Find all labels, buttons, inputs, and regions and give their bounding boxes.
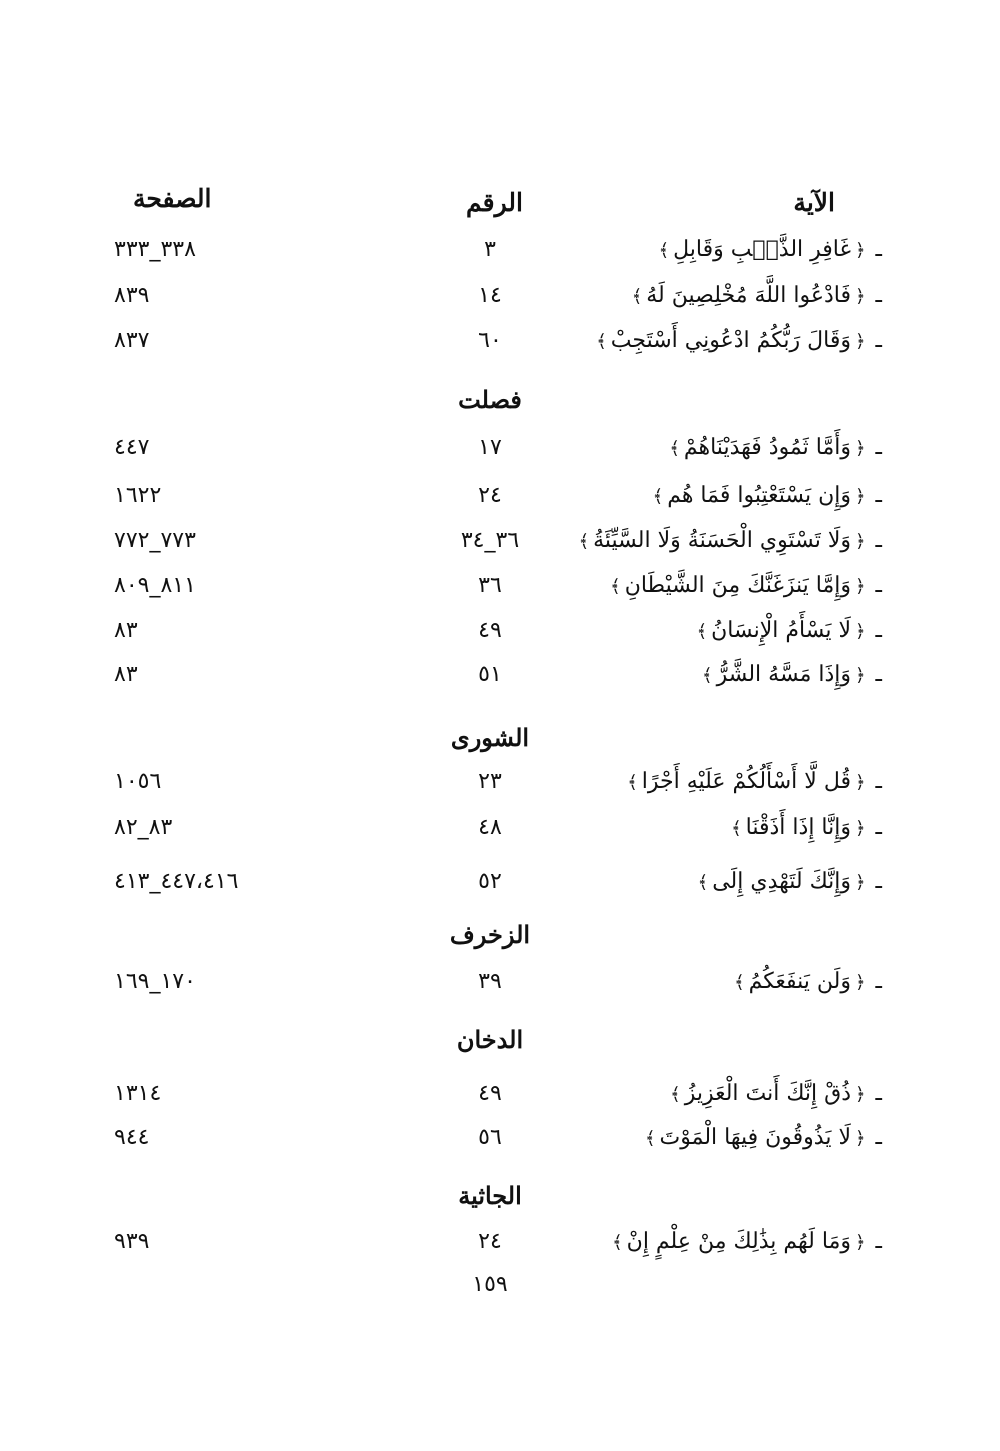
verse-text: لَا يَذُوقُونَ فِيهَا الْمَوْتَ	[659, 1125, 851, 1150]
verse-number: ١٤	[478, 283, 502, 308]
verse-number: ٣	[484, 237, 496, 262]
surah-title: الزخرف	[449, 920, 531, 949]
verse-text: ذُقْ إِنَّكَ أَنتَ الْعَزِيزُ	[684, 1081, 851, 1106]
verse-cell	[655, 230, 882, 271]
verse-number: ٤٩	[478, 1081, 502, 1106]
close-bracket-icon: ﴾	[702, 665, 713, 686]
verse-number: ٥٢	[478, 869, 502, 894]
page-reference: ٧٧٣_٧٧٢	[114, 528, 196, 553]
table-row	[0, 230, 1000, 270]
open-bracket-icon: ﴿	[855, 576, 866, 597]
verse-cell	[665, 428, 882, 469]
verse-cell	[698, 655, 882, 696]
page-reference: ٩٤٤	[114, 1125, 150, 1150]
close-bracket-icon: ﴾	[644, 1128, 656, 1149]
verse-number: ٦٠	[478, 328, 502, 353]
open-bracket-icon: ﴿	[855, 872, 866, 893]
table-row	[0, 655, 1000, 695]
close-bracket-icon: ﴾	[610, 576, 621, 597]
verse-number: ٣٩	[478, 969, 502, 994]
open-bracket-icon: ﴿	[855, 972, 866, 993]
open-bracket-icon: ﴿	[855, 1084, 866, 1105]
header-number: الرقم	[466, 188, 523, 217]
table-row	[0, 521, 1000, 561]
surah-title: الدخان	[456, 1025, 524, 1054]
verse-text: وَأَمَّا ثَمُودُ فَهَدَيْنَاهُمْ	[683, 435, 851, 460]
verse-text: وَلَن يَنفَعَكُمُ	[748, 969, 851, 994]
verse-number: ٢٤	[478, 1229, 502, 1254]
surah-section-heading	[0, 718, 1000, 758]
list-dash: ـ	[875, 435, 882, 460]
verse-text: قُل لَّا أَسْأَلُكُمْ عَلَيْهِ أَجْرًا	[641, 769, 851, 794]
open-bracket-icon: ﴿	[855, 240, 866, 261]
page-reference: ٤٤٧	[114, 435, 150, 460]
verse-cell	[693, 611, 882, 652]
table-row	[0, 428, 1000, 468]
list-dash: ـ	[875, 1125, 882, 1150]
verse-cell	[666, 1074, 882, 1115]
open-bracket-icon: ﴿	[855, 1232, 866, 1253]
verse-number: ٥١	[478, 662, 502, 687]
page-reference: ٣٣٨_٣٣٣	[114, 237, 196, 262]
surah-section-heading	[0, 915, 1000, 955]
table-row	[0, 566, 1000, 606]
page-reference: ٨٣	[114, 662, 138, 687]
verse-number: ١٧	[478, 435, 502, 460]
table-row	[0, 1118, 1000, 1158]
page-reference: ١٠٥٦	[114, 769, 162, 794]
close-bracket-icon: ﴾	[697, 872, 709, 893]
verse-text: غَافِرِ الذَّنۢبِ وَقَابِلِ	[673, 237, 851, 262]
verse-cell	[623, 762, 882, 803]
verse-cell	[608, 1222, 882, 1263]
close-bracket-icon: ﴾	[669, 438, 680, 459]
surah-title: الشورى	[450, 723, 530, 752]
page-reference: ٨٣_٨٢	[114, 815, 173, 840]
verse-cell	[641, 1118, 882, 1159]
table-row	[0, 276, 1000, 316]
close-bracket-icon: ﴾	[696, 621, 708, 642]
close-bracket-icon: ﴾	[731, 818, 742, 839]
surah-title: فصلت	[458, 385, 522, 414]
verse-cell	[727, 808, 882, 849]
verse-number: ٣٦_٣٤	[460, 528, 520, 553]
verse-text: وَإِن يَسْتَعْتِبُوا فَمَا هُم	[667, 483, 851, 508]
close-bracket-icon: ﴾	[670, 1084, 681, 1105]
open-bracket-icon: ﴿	[855, 1128, 866, 1149]
list-dash: ـ	[875, 573, 882, 598]
header-page: الصفحة	[133, 184, 212, 213]
surah-section-heading	[0, 380, 1000, 420]
verse-number: ٤٩	[478, 618, 502, 643]
list-dash: ـ	[875, 328, 882, 353]
open-bracket-icon: ﴿	[855, 772, 866, 793]
table-row	[0, 862, 1000, 902]
open-bracket-icon: ﴿	[855, 818, 866, 839]
page-reference: ٩٣٩	[114, 1229, 150, 1254]
list-dash: ـ	[875, 1229, 882, 1254]
verse-cell	[592, 321, 882, 362]
verse-cell	[730, 962, 882, 1003]
list-dash: ـ	[875, 618, 882, 643]
surah-title: الجاثية	[458, 1181, 522, 1210]
list-dash: ـ	[875, 528, 882, 553]
verse-number: ٢٣	[478, 769, 502, 794]
table-row	[0, 808, 1000, 848]
close-bracket-icon: ﴾	[596, 331, 607, 352]
list-dash: ـ	[875, 969, 882, 994]
verse-cell	[649, 476, 882, 517]
page-reference: ٨٣	[114, 618, 138, 643]
table-row	[0, 1222, 1000, 1262]
close-bracket-icon: ﴾	[658, 240, 670, 261]
verse-text: وَمَا لَهُم بِذَٰلِكَ مِنْ عِلْمٍ إِنْ	[626, 1229, 851, 1254]
open-bracket-icon: ﴿	[855, 286, 866, 307]
list-dash: ـ	[875, 869, 882, 894]
page-reference: ٨١١_٨٠٩	[114, 573, 196, 598]
table-row	[0, 1074, 1000, 1114]
list-dash: ـ	[875, 769, 882, 794]
list-dash: ـ	[875, 237, 882, 262]
page-reference: ١٣١٤	[114, 1081, 162, 1106]
verse-text: وَإِذَا مَسَّهُ الشَّرُّ	[716, 662, 851, 687]
page-reference: ٨٣٩	[114, 283, 150, 308]
verse-cell	[694, 862, 882, 903]
verse-text: وَإِمَّا يَنزَغَنَّكَ مِنَ الشَّيْطَانِ	[624, 573, 851, 598]
verse-cell	[606, 566, 882, 607]
surah-section-heading	[0, 1176, 1000, 1216]
verse-text: وَإِنَّا إِذَا أَذَقْنَا	[745, 815, 851, 840]
verse-number: ٤٨	[478, 815, 502, 840]
table-row	[0, 321, 1000, 361]
verse-cell	[575, 521, 882, 562]
open-bracket-icon: ﴿	[855, 531, 866, 552]
surah-section-heading	[0, 1020, 1000, 1060]
verse-text: وَلَا تَسْتَوِي الْحَسَنَةُ وَلَا السَّيِّئَةُ	[593, 528, 851, 553]
page-reference: ٤٤٧،٤١٦_٤١٣	[114, 869, 239, 894]
table-row	[0, 762, 1000, 802]
verse-text: وَإِنَّكَ لَتَهْدِي إِلَى	[712, 869, 851, 894]
page-reference: ٨٣٧	[114, 328, 150, 353]
close-bracket-icon: ﴾	[652, 486, 664, 507]
page-reference: ١٦٢٢	[114, 483, 162, 508]
verse-cell	[628, 276, 882, 317]
page-reference: ١٧٠_١٦٩	[114, 969, 196, 994]
verse-text: فَادْعُوا اللَّهَ مُخْلِصِينَ لَهُ	[646, 283, 851, 308]
table-row	[0, 476, 1000, 516]
verse-number: ٣٦	[478, 573, 502, 598]
verse-text: وَقَالَ رَبُّكُمُ ادْعُونِي أَسْتَجِبْ	[610, 328, 851, 353]
list-dash: ـ	[875, 483, 882, 508]
open-bracket-icon: ﴿	[855, 331, 866, 352]
list-dash: ـ	[875, 283, 882, 308]
close-bracket-icon: ﴾	[627, 772, 638, 793]
close-bracket-icon: ﴾	[612, 1232, 623, 1253]
list-dash: ـ	[875, 1081, 882, 1106]
open-bracket-icon: ﴿	[855, 621, 866, 642]
verse-text: لَا يَسْأَمُ الْإِنسَانُ	[711, 618, 851, 643]
close-bracket-icon: ﴾	[578, 531, 590, 552]
header-verse: الآية	[793, 188, 835, 217]
close-bracket-icon: ﴾	[631, 286, 643, 307]
open-bracket-icon: ﴿	[855, 665, 866, 686]
table-row	[0, 962, 1000, 1002]
open-bracket-icon: ﴿	[855, 486, 866, 507]
list-dash: ـ	[875, 662, 882, 687]
table-row	[0, 611, 1000, 651]
verse-number: ٢٤	[478, 483, 502, 508]
list-dash: ـ	[875, 815, 882, 840]
verse-number: ٥٦	[478, 1125, 502, 1150]
close-bracket-icon: ﴾	[734, 972, 745, 993]
open-bracket-icon: ﴿	[855, 438, 866, 459]
page-number: ١٥٩	[472, 1272, 508, 1297]
